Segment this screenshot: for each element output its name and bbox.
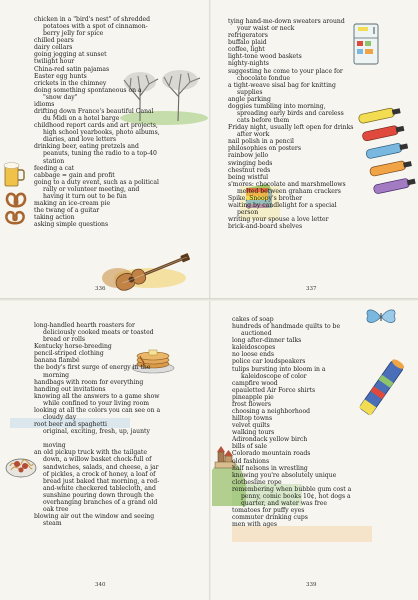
text-line: Colorado mountain roads: [232, 450, 311, 458]
text-line: childhood report cards and art projects,: [34, 122, 158, 130]
text-line: writing your spouse a love letter: [228, 216, 329, 224]
text-line: overhanging branches of a grand old: [43, 498, 158, 506]
text-line: morning: [43, 371, 70, 379]
text-line: handing out invitations: [34, 385, 106, 393]
text-line: handbags with room for everything: [34, 378, 144, 386]
text-line: walking tours: [232, 429, 275, 437]
text-line: down, a willow basket chock-full of: [43, 456, 152, 464]
spaghetti-illustration: [4, 444, 38, 480]
text-line: men with ages: [232, 521, 277, 529]
text-line: after work: [237, 131, 270, 139]
text-line: while confined to your living room: [43, 399, 150, 407]
text-line: pencil-striped clothing: [34, 350, 104, 358]
text-line: penny, comic books 10¢, hot dogs a: [241, 492, 351, 500]
text-line: cabbage = gain and profit: [34, 171, 115, 179]
text-line: twilight hour: [34, 58, 75, 66]
text-line: buffalo plaid: [228, 39, 267, 47]
text-line: having it turn out to be fun: [43, 192, 127, 200]
text-line: rainbow jello: [228, 152, 269, 160]
text-line: drinking beer, eating pretzels and: [34, 143, 139, 151]
text-line: going to a duty event, such as a political: [34, 178, 159, 186]
text-line: sandwiches, salads, and cheese, a jar: [43, 463, 159, 471]
text-line: commuter drinking cups: [232, 514, 308, 522]
text-line: chicken in a "bird's nest" of shredded: [34, 16, 151, 23]
text-line: diaries, and love letters: [43, 136, 117, 144]
text-line: remembering when bubble gum cost a: [232, 485, 352, 493]
text-line: dairy cellars: [34, 44, 73, 52]
text-line: long after-dinner talks: [232, 337, 302, 345]
text-line: blowing air out the window and seeing: [34, 513, 155, 521]
text-line: hilltop towns: [232, 415, 273, 423]
text-line: making an ice-cream pie: [34, 200, 111, 208]
text-line: suggesting he come to your place for: [228, 67, 343, 75]
text-line: s'mores: chocolate and marshmellows: [228, 180, 346, 188]
text-line: melted between graham crackers: [237, 187, 341, 195]
text-line: asking simple questions: [34, 221, 109, 229]
text-line: banana flambé: [34, 357, 80, 365]
text-line: of pickles, a crock of honey, a loaf of: [43, 470, 156, 478]
text-line: crickets in the chimney: [34, 79, 107, 87]
text-line: spreading early birds and careless: [237, 110, 344, 118]
text-line: no loose ends: [232, 351, 275, 359]
text-line: clothesline rope: [232, 478, 282, 486]
text-line: deliciously cooked meats or toasted: [43, 329, 154, 337]
text-line: du Midi on a hotel barge: [43, 115, 120, 123]
text-line: bread or rolls: [43, 336, 86, 344]
text-line: an old pickup truck with the tailgate: [34, 449, 147, 457]
page-number: 336: [95, 286, 106, 292]
text-line: doggies tumbling into morning,: [228, 102, 326, 110]
text-line: idioms: [34, 100, 55, 108]
text-line: China-red satin pajamas: [34, 65, 110, 73]
text-line: epauletted Air Force shirts: [232, 386, 316, 394]
text-lines: [34, 16, 224, 228]
text-line: the twang of a guitar: [34, 207, 100, 215]
text-line: the body's first surge of energy in the: [34, 364, 151, 372]
text-line: Easter egg hunts: [34, 72, 87, 80]
text-line: doing something spontaneous on a: [34, 86, 142, 94]
text-line: coffee, light: [228, 46, 265, 54]
text-line: old fashions: [232, 457, 270, 465]
text-line: cats before them: [237, 117, 290, 125]
text-line: taking action: [34, 214, 75, 222]
text-line: going jogging at sunset: [34, 51, 107, 59]
text-line: campfire wood: [232, 379, 278, 387]
text-line: nighty-nights: [228, 60, 269, 68]
text-line: your waist or neck: [237, 25, 295, 33]
text-line: swinging beds: [228, 159, 273, 167]
text-line: [34, 435, 224, 442]
text-line: pineapple pie: [232, 393, 274, 401]
text-line: "snow day": [43, 93, 78, 101]
page-337: [228, 18, 418, 230]
text-line: Spike, Snoopy's brother: [228, 194, 303, 202]
text-line: original, exciting, fresh, up, jaunty: [43, 428, 150, 436]
text-line: cloudy day: [43, 414, 77, 422]
text-line: light-tone wood baskets: [228, 53, 302, 61]
text-line: quarter, and water was free: [241, 500, 327, 508]
text-line: steam: [43, 520, 62, 528]
pretzel-illustration: [3, 188, 29, 226]
text-line: hundreds of handmade quilts to be: [232, 323, 341, 331]
text-line: kaleidoscope of color: [241, 372, 307, 380]
page-339: [232, 316, 418, 528]
text-line: chilled pears: [34, 37, 74, 45]
text-lines: [232, 316, 418, 528]
text-line: feeding a cat: [34, 164, 75, 172]
text-line: person: [237, 209, 259, 217]
text-line: chocolate fondue: [237, 74, 290, 82]
text-line: long-handled hearth roasters for: [34, 322, 135, 329]
text-line: refrigerators: [228, 32, 268, 40]
text-lines: [34, 322, 224, 527]
page-number: 340: [95, 582, 106, 588]
text-line: velvet quilts: [232, 422, 270, 430]
text-line: brick-and-board shelves: [228, 223, 303, 231]
text-line: half nelsons in wrestling: [232, 464, 308, 472]
highlight-wash-orange: [232, 526, 372, 542]
text-line: choosing a neighborhood: [232, 408, 311, 416]
text-line: kaleidoscopes: [232, 344, 276, 352]
horizontal-fold-line: [0, 298, 418, 301]
text-line: sunshine pouring down through the: [43, 491, 154, 499]
page-336: [34, 16, 224, 228]
text-line: police car loudspeakers: [232, 358, 306, 366]
text-line: Friday night, usually left open for drinks: [228, 124, 354, 132]
text-line: rally or volunteer meeting, and: [43, 185, 140, 193]
text-line: bills of sale: [232, 443, 267, 451]
text-line: knowing all the answers to a game show: [34, 392, 160, 400]
text-line: supplies: [237, 88, 263, 96]
text-line: Kentucky horse-breeding: [34, 343, 112, 351]
page-340: [34, 322, 224, 527]
text-line: tomatoes for puffy eyes: [232, 507, 305, 515]
text-line: potatoes with a spot of cinnamon-: [43, 23, 148, 31]
text-line: looking at all the colors you can see on a: [34, 406, 161, 414]
text-line: Adirondack yellow birch: [232, 436, 308, 444]
text-line: oak tree: [43, 506, 69, 514]
text-line: moving: [43, 442, 66, 450]
text-line: station: [43, 157, 65, 165]
text-line: bread just baked that morning, a red-: [43, 477, 160, 485]
text-line: drifting down France's beautiful Canal: [34, 108, 154, 116]
text-line: tulips bursting into bloom in a: [232, 365, 326, 373]
text-line: berry jelly for spice: [43, 30, 104, 38]
text-lines: [228, 18, 418, 230]
text-line: nail polish in a pencil: [228, 138, 294, 146]
page-number: 337: [306, 286, 317, 292]
beer-mug-illustration: [2, 160, 26, 188]
text-line: root beer and spaghetti: [34, 421, 107, 429]
text-line: chestnut reds: [228, 166, 271, 174]
text-line: knowing you're absolutely unique: [232, 471, 337, 479]
text-line: peanuts, tuning the radio to a top-40: [43, 150, 157, 158]
text-line: frost flowers: [232, 400, 271, 408]
guitar-illustration: [100, 250, 208, 292]
text-line: being wistful: [228, 173, 269, 181]
text-line: philosophies on posters: [228, 145, 301, 153]
text-line: angle parking: [228, 95, 271, 103]
text-line: waiting by candlelight for a special: [228, 202, 337, 210]
page-number: 339: [306, 582, 317, 588]
text-line: a tight-weave sisal bag for knitting: [228, 81, 336, 89]
text-line: tying hand-me-down sweaters around: [228, 18, 345, 25]
text-line: high school yearbooks, photo albums,: [43, 129, 160, 137]
text-line: cakes of soap: [232, 316, 274, 323]
text-line: auctioned: [241, 330, 272, 338]
text-line: and-white checkered tablecloth, and: [43, 484, 156, 492]
